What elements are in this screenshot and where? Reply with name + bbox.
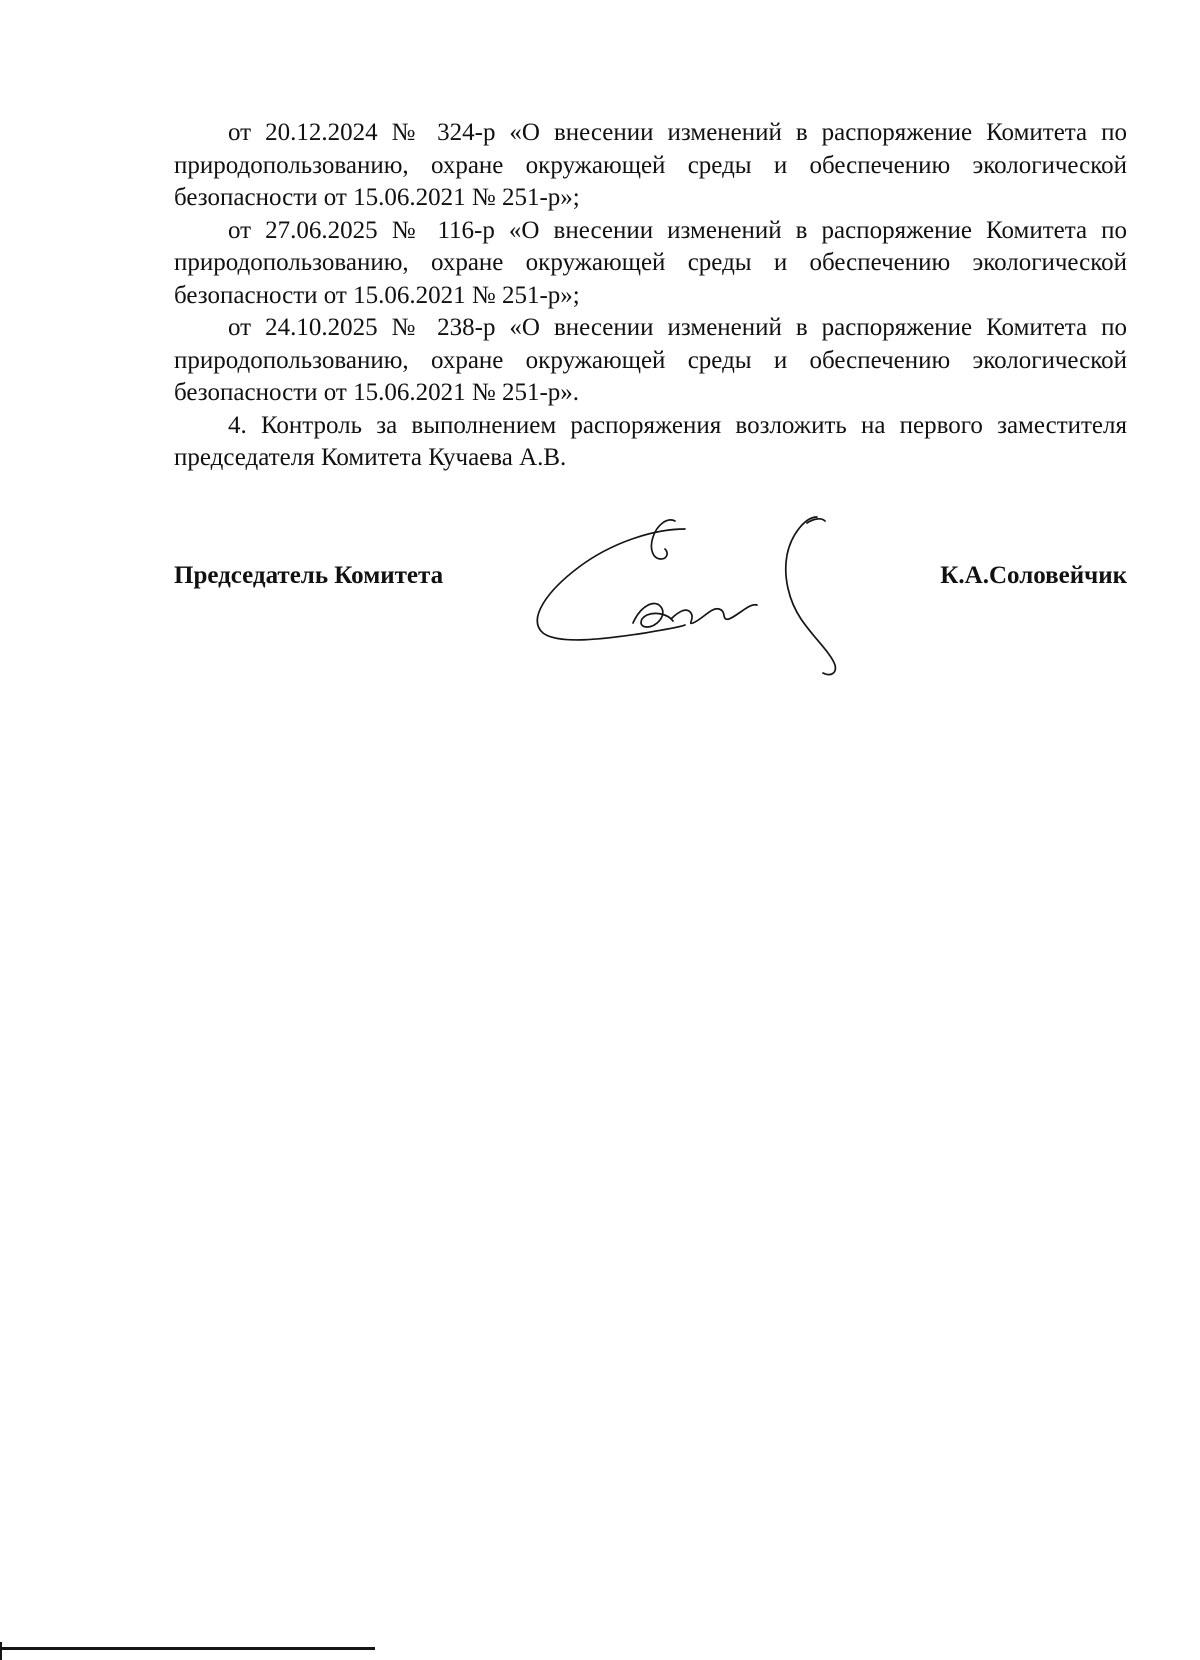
page-bottom-rule <box>0 1647 375 1650</box>
signatory-title: Председатель Комитета <box>174 562 444 589</box>
list-item-order-116: от 27.06.2025 № 116-р «О внесении изменений в распоряжение Комитета по природопользованию, охране окружающей среды и обеспечению экологической безопасности от 15.06.2021 № 251-р»; <box>174 216 1127 309</box>
handwritten-signature <box>535 515 880 680</box>
page-edge-mark <box>0 1642 2 1660</box>
list-item-order-238: от 24.10.2025 № 238-р «О внесении изменений в распоряжение Комитета по природопользованию, охране окружающей среды и обеспечению экологической безопасности от 15.06.2021 № 251-р». <box>174 314 1127 406</box>
control-clause: 4. Контроль за выполнением распоряжения возложить на первого заместителя председателя Комитета Кучаева А.В. <box>174 411 1127 471</box>
signatory-name: К.А.Соловейчик <box>940 562 1127 589</box>
document-body <box>174 117 1127 475</box>
list-item-order-324: от 20.12.2024 № 324-р «О внесении изменений в распоряжение Комитета по природопользованию, охране окружающей среды и обеспечению экологической безопасности от 15.06.2021 № 251-р»; <box>174 119 1127 211</box>
